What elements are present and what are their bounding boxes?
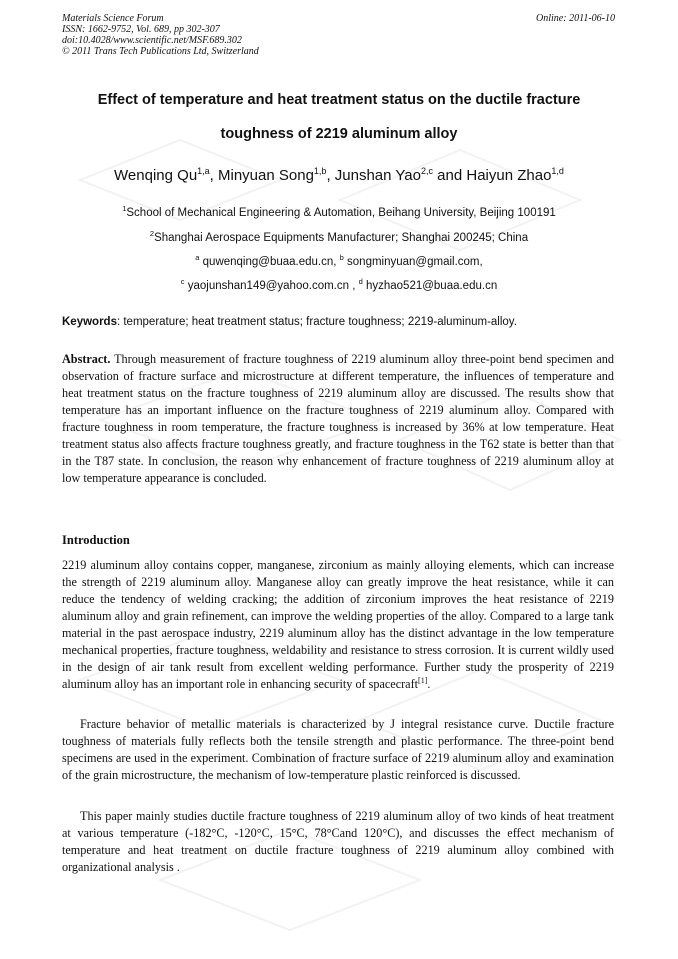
author-separator: , <box>209 167 219 184</box>
journal-name: Materials Science Forum <box>62 13 164 24</box>
author-separator: , <box>326 167 335 184</box>
keywords-text: : temperature; heat treatment status; fracture toughness; 2219-aluminum-alloy. <box>116 316 517 328</box>
issn: ISSN: 1662-9752, Vol. 689, pp 302-307 <box>62 24 220 35</box>
author-name: Junshan Yao <box>334 167 421 184</box>
paper-title-line-2: toughness of 2219 aluminum alloy <box>220 126 458 142</box>
affiliation-1: $^1$School of Mechanical Engineering & Automation, Beihang University, Beijing 100191 <box>122 204 556 219</box>
author-affil-sup: 1,d <box>551 166 564 176</box>
intro-paragraph-3: This paper mainly studies ductile fracture toughness of 2219 aluminum alloy of two kinds of heat treatment at various temperature (-182°C, -120°C, 15°C, 78°Cand 120°C), and discusses the effect mechanism of temperature and heat treatment on ductile fracture toughness of 2219 aluminum alloy combined with organizational analysis . <box>62 809 614 874</box>
abstract <box>62 351 614 487</box>
author-affil-sup: 1,b <box>313 166 327 176</box>
online-date: Online: 2011-06-10 <box>536 13 615 24</box>
author-name: Minyuan Song <box>218 167 314 184</box>
copyright: © 2011 Trans Tech Publications Ltd, Switzerland <box>62 46 259 57</box>
email-line-1: $^a$ quwenqing@buaa.edu.cn, $^b$ songminyuan@gmail.com, <box>195 253 483 268</box>
author-separator: and <box>432 167 467 184</box>
email-line-2: $^c$ yaojunshan149@yahoo.com.cn , $^d$ hyzhao521@buaa.edu.cn <box>180 277 498 292</box>
section-heading-introduction: Introduction <box>62 533 130 547</box>
author-list <box>62 166 616 184</box>
author-name: Wenqing Qu <box>114 167 198 184</box>
email-link[interactable]: hyzhao521@buaa.edu.cn <box>362 279 498 292</box>
keywords-label: Keywords <box>62 316 117 328</box>
email-link[interactable]: songminyuan@gmail.com, <box>343 255 483 268</box>
email-link[interactable]: yaojunshan149@yahoo.com.cn , <box>184 279 359 292</box>
abstract-label: Abstract. <box>62 352 111 366</box>
author-affil-sup: 1,a <box>197 166 210 176</box>
intro-paragraph-1: 2219 aluminum alloy contains copper, manganese, zirconium as mainly alloying elements, which can increase the strength of 2219 aluminum alloy. Manganese alloy can greatly improve the heat resistance, while it can reduce the tendency of welding cracking; the addition of zirconium improves the heat resistance of 2219 aluminum alloy and grain refinement, can improve the welding properties of the alloy. Compared to a large tank material in the past aerospace industry, 2219 aluminum alloy has the distinct advantage in the low temperature mechanical properties, fracture toughness, weldability and resistance to stress corrosion. It is current wildly used in the design of air tank result from excellent welding performance. Further study the prosperity of 2219 aluminum alloy has an important role in enhancing security of spacecraft[1]. <box>62 558 614 691</box>
doi: doi:10.4028/www.scientific.net/MSF.689.302 <box>62 35 242 46</box>
paper-title-line-1: Effect of temperature and heat treatment status on the ductile fracture <box>97 92 581 108</box>
author-affil-sup: 2,c <box>420 166 433 176</box>
email-link[interactable]: quwenqing@buaa.edu.cn, <box>199 255 340 268</box>
keywords <box>62 316 616 328</box>
author-name: Haiyun Zhao <box>466 167 552 184</box>
abstract-text: Through measurement of fracture toughness of 2219 aluminum alloy three-point bend specimen and observation of fracture surface and microstructure at different temperature, the influences of temperature and heat treatment status on the fracture toughness of 2219 aluminum alloy are discussed. The results show that temperature has an important influence on the fracture toughness of 2219 aluminum alloy. Compared with fracture toughness in room temperature, the fracture toughness is increased by 36% at low temperature. Heat treatment status also affects fracture toughness greatly, and fracture toughness in the T62 state is better than that in the T87 state. In conclusion, the reason why enhancement of fracture toughness of 2219 aluminum alloy at low temperature appearance is concluded. <box>62 352 614 485</box>
journal-header <box>62 13 382 57</box>
citation-ref[interactable]: [1] <box>418 675 428 685</box>
intro-paragraph-2: Fracture behavior of metallic materials is characterized by J integral resistance curve. Ductile fracture toughness of materials fully reflects both the tensile strength and plastic performance. The three-point bend specimens are used in the experiment. Combination of fracture surface of 2219 aluminum alloy and examination of the grain microstructure, the mechanism of low-temperature plastic reinforced is discussed. <box>62 717 614 782</box>
affiliation-2: $^2$Shanghai Aerospace Equipments Manufacturer; Shanghai 200245; China <box>149 229 529 244</box>
